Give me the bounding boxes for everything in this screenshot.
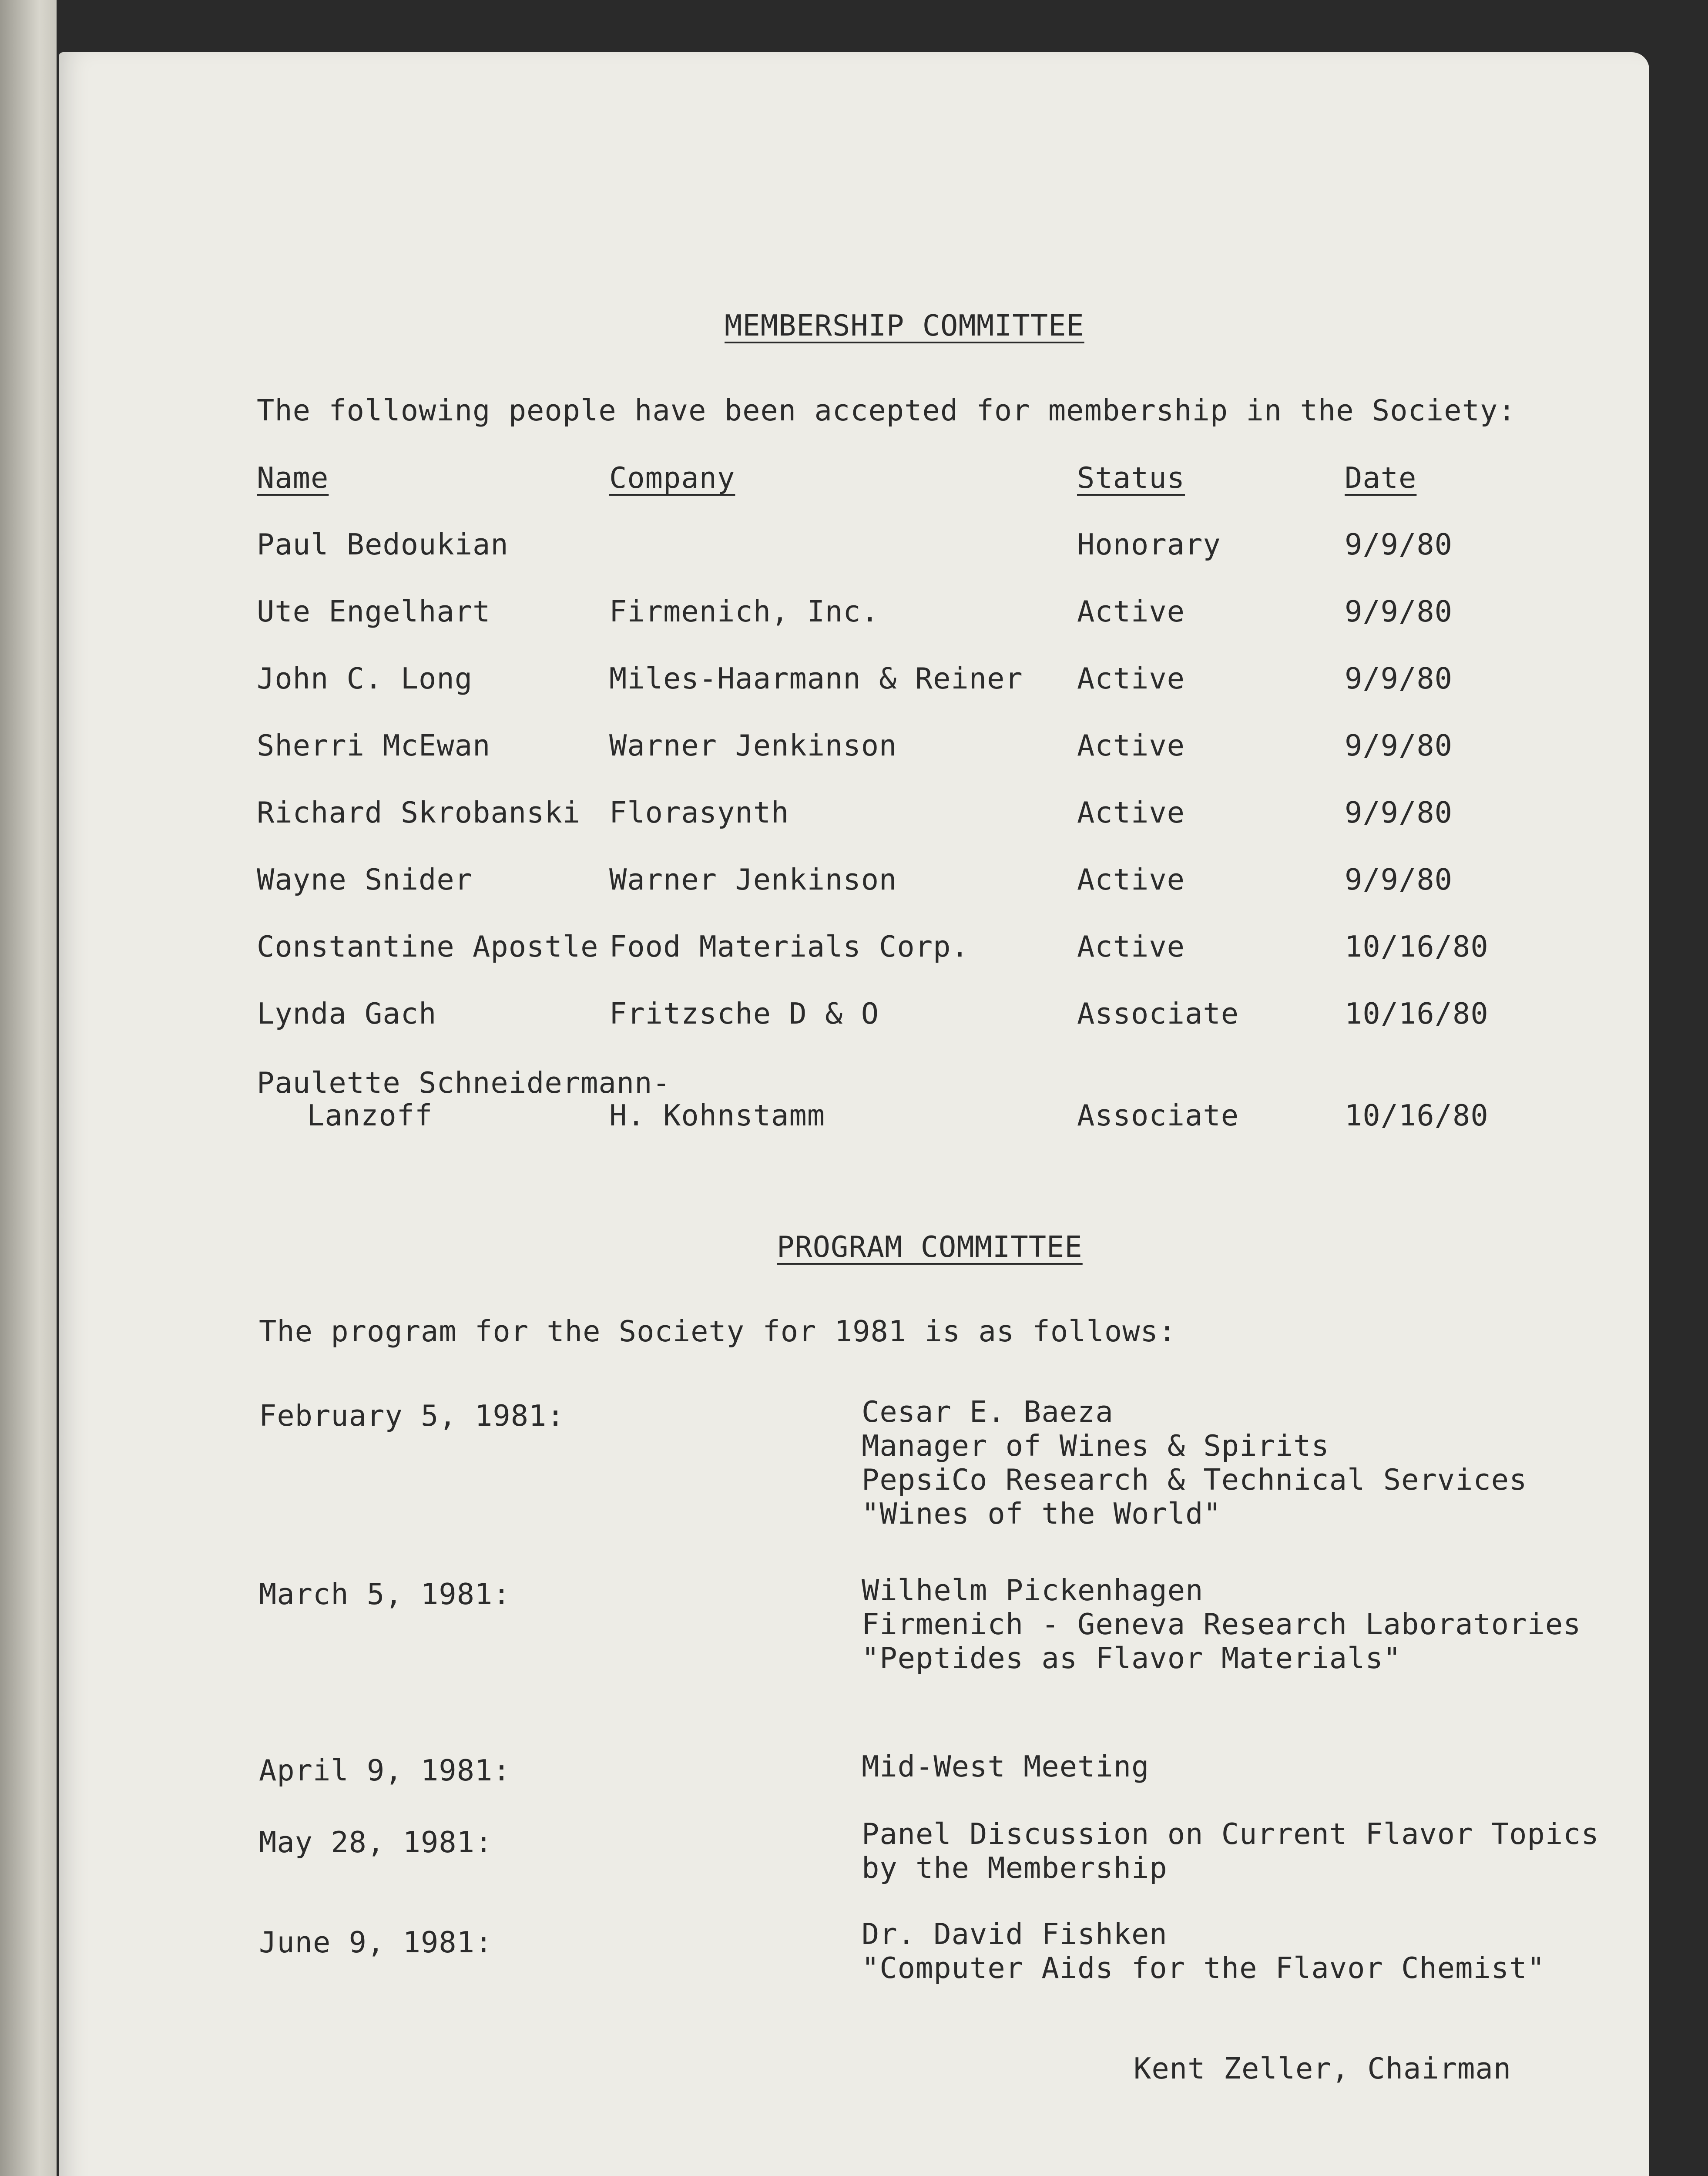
event-line: by the Membership — [862, 1851, 1168, 1885]
event-line: PepsiCo Research & Technical Services — [862, 1463, 1527, 1497]
column-header-status: Status — [1077, 461, 1185, 495]
member-status: Associate — [1077, 1098, 1239, 1132]
event-date: February 5, 1981: — [259, 1399, 565, 1433]
member-date: 10/16/80 — [1345, 930, 1489, 964]
member-company: Warner Jenkinson — [609, 729, 897, 762]
facing-page-edge — [0, 0, 57, 2176]
event-date: May 28, 1981: — [259, 1825, 493, 1859]
event-line: Wilhelm Pickenhagen — [862, 1573, 1204, 1607]
member-name: Sherri McEwan — [257, 729, 491, 762]
member-status: Active — [1077, 729, 1185, 762]
event-details — [862, 1395, 1527, 1531]
event-line: "Wines of the World" — [862, 1497, 1221, 1531]
member-name: Richard Skrobanski — [257, 796, 581, 829]
member-status: Active — [1077, 930, 1185, 964]
member-name: Paul Bedoukian — [257, 527, 509, 561]
member-date: 10/16/80 — [1345, 997, 1489, 1031]
event-details — [862, 1817, 1599, 1885]
member-date: 9/9/80 — [1345, 662, 1453, 695]
member-company: Food Materials Corp. — [609, 930, 969, 964]
event-line: Cesar E. Baeza — [862, 1395, 1114, 1429]
member-name: Wayne Snider — [257, 863, 473, 897]
member-date: 9/9/80 — [1345, 729, 1453, 762]
event-date: April 9, 1981: — [259, 1753, 511, 1787]
event-date: March 5, 1981: — [259, 1577, 511, 1611]
member-date: 10/16/80 — [1345, 1098, 1489, 1132]
member-date: 9/9/80 — [1345, 527, 1453, 561]
member-name: Lynda Gach — [257, 997, 437, 1031]
member-name: Constantine Apostle — [257, 930, 599, 964]
program-heading: PROGRAM COMMITTEE — [777, 1230, 1083, 1264]
member-company: H. Kohnstamm — [609, 1098, 825, 1132]
membership-intro: The following people have been accepted for membership in the Society: — [257, 393, 1516, 427]
event-line: Manager of Wines & Spirits — [862, 1429, 1329, 1463]
membership-heading: MEMBERSHIP COMMITTEE — [725, 309, 1084, 343]
member-date: 9/9/80 — [1345, 796, 1453, 829]
member-company: Fritzsche D & O — [609, 997, 879, 1031]
member-status: Active — [1077, 796, 1185, 829]
event-details — [862, 1573, 1581, 1675]
member-status: Associate — [1077, 997, 1239, 1031]
member-status: Active — [1077, 594, 1185, 628]
event-details — [862, 1750, 1149, 1783]
member-name: John C. Long — [257, 662, 473, 695]
document-page — [59, 52, 1649, 2176]
event-line: "Computer Aids for the Flavor Chemist" — [862, 1951, 1545, 1985]
member-date: 9/9/80 — [1345, 594, 1453, 628]
program-intro: The program for the Society for 1981 is as follows: — [259, 1314, 1177, 1348]
event-line: Dr. David Fishken — [862, 1917, 1168, 1951]
event-line: Firmenich - Geneva Research Laboratories — [862, 1607, 1581, 1641]
member-company: Firmenich, Inc. — [609, 594, 879, 628]
member-company: Warner Jenkinson — [609, 863, 897, 897]
member-status: Honorary — [1077, 527, 1221, 561]
member-name: Ute Engelhart — [257, 594, 491, 628]
event-line: "Peptides as Flavor Materials" — [862, 1641, 1402, 1675]
column-header-name: Name — [257, 461, 329, 495]
chairman-signature: Kent Zeller, Chairman — [1134, 2052, 1512, 2085]
column-header-company: Company — [609, 461, 735, 495]
member-company: Miles-Haarmann & Reiner — [609, 662, 1023, 695]
member-date: 9/9/80 — [1345, 863, 1453, 897]
event-line: Mid-West Meeting — [862, 1750, 1150, 1783]
event-details — [862, 1917, 1545, 1985]
member-company: Florasynth — [609, 796, 789, 829]
member-name-line1: Paulette Schneidermann- — [257, 1066, 671, 1100]
member-name-line2: Lanzoff — [307, 1098, 433, 1132]
member-status: Active — [1077, 863, 1185, 897]
event-line: Panel Discussion on Current Flavor Topics — [862, 1817, 1599, 1851]
column-header-date: Date — [1345, 461, 1417, 495]
member-status: Active — [1077, 662, 1185, 695]
event-date: June 9, 1981: — [259, 1925, 493, 1959]
